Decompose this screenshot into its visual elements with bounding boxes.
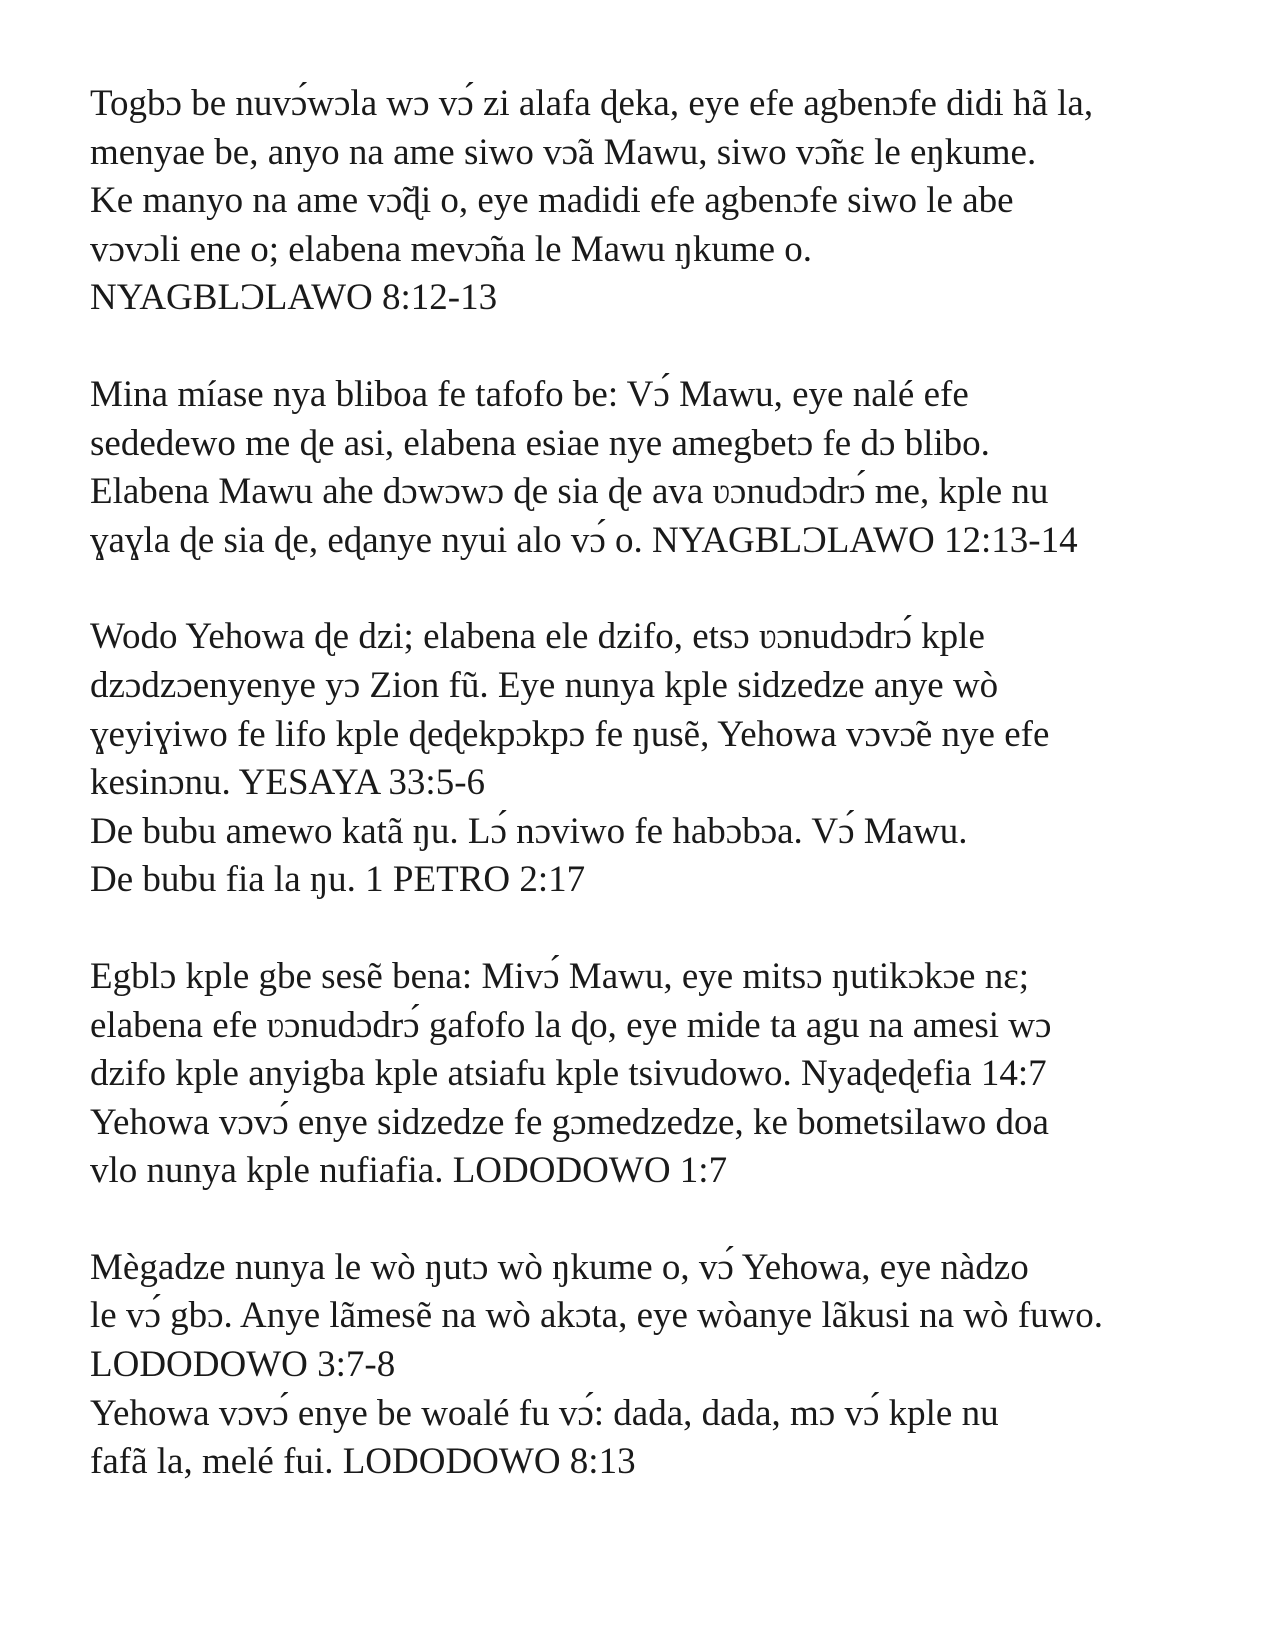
text-line: Mègadze nunya le wò ŋutɔ wò ŋkume o, vɔ́ Yehowa, eye nàdzo bbox=[90, 1246, 1029, 1288]
text-line: ɣaɣla ɖe sia ɖe, eɖanye nyui alo vɔ́ o. NYAGBLƆLAWO 12:13-14 bbox=[90, 519, 1078, 561]
text-line: kesinɔnu. YESAYA 33:5-6 bbox=[90, 762, 486, 804]
paragraph bbox=[90, 613, 1220, 905]
text-line: Elabena Mawu ahe dɔwɔwɔ ɖe sia ɖe ava ʋɔnudɔdrɔ́ me, kple nu bbox=[90, 471, 1049, 513]
text-line: fafã la, melé fui. LODODOWO 8:13 bbox=[90, 1441, 636, 1483]
paragraph bbox=[90, 1244, 1220, 1487]
text-line: sededewo me ɖe asi, elabena esiae nye amegbetɔ fe dɔ blibo. bbox=[90, 422, 990, 464]
text-line: Wodo Yehowa ɖe dzi; elabena ele dzifo, etsɔ ʋɔnudɔdrɔ́ kple bbox=[90, 616, 985, 658]
text-line: le vɔ́ gbɔ. Anye lãmesẽ na wò akɔta, eye wòanye lãkusi na wò fuwo. bbox=[90, 1295, 1104, 1337]
text-line: Yehowa vɔvɔ́ enye be woalé fu vɔ́: dada, dada, mɔ vɔ́ kple nu bbox=[90, 1392, 999, 1434]
document-page bbox=[90, 80, 1220, 1535]
paragraph bbox=[90, 80, 1220, 323]
text-line: Mina míase nya bliboa fe tafofo be: Vɔ́ Mawu, eye nalé efe bbox=[90, 373, 969, 415]
text-line: Togbɔ be nuvɔ́wɔla wɔ vɔ́ zi alafa ɖeka, eye efe agbenɔfe didi hã la, bbox=[90, 83, 1094, 124]
text-line: Ke manyo na ame vɔ̃ɖi o, eye madidi efe agbenɔfe siwo le abe bbox=[90, 180, 1014, 222]
paragraph bbox=[90, 953, 1220, 1196]
text-line: Egblɔ kple gbe sesẽ bena: Mivɔ́ Mawu, eye mitsɔ ŋutikɔkɔe nɛ; bbox=[90, 955, 1030, 997]
scripture-reference: NYAGBLƆLAWO 8:12-13 bbox=[90, 277, 498, 319]
text-line: elabena efe ʋɔnudɔdrɔ́ gafofo la ɖo, eye mide ta agu na amesi wɔ bbox=[90, 1004, 1052, 1046]
text-line: Yehowa vɔvɔ́ enye sidzedze fe gɔmedzedze, ke bometsilawo doa bbox=[90, 1101, 1049, 1143]
paragraph bbox=[90, 371, 1220, 565]
text-line: ɣeyiɣiwo fe lifo kple ɖeɖekpɔkpɔ fe ŋusẽ, Yehowa vɔvɔ̃e nye efe bbox=[90, 713, 1050, 755]
text-line: dzɔdzɔenyenye yɔ Zion fũ. Eye nunya kple sidzedze anye wò bbox=[90, 664, 999, 706]
text-line: vɔvɔli ene o; elabena mevɔ̃na le Mawu ŋkume o. bbox=[90, 228, 813, 270]
scripture-reference: LODODOWO 3:7-8 bbox=[90, 1344, 396, 1386]
text-line: vlo nunya kple nufiafia. LODODOWO 1:7 bbox=[90, 1150, 728, 1192]
text-line: De bubu fia la ŋu. 1 PETRO 2:17 bbox=[90, 859, 586, 901]
text-line: dzifo kple anyigba kple atsiafu kple tsivudowo. Nyaɖeɖefia 14:7 bbox=[90, 1053, 1047, 1095]
text-line: De bubu amewo katã ŋu. Lɔ́ nɔviwo fe habɔbɔa. Vɔ́ Mawu. bbox=[90, 810, 968, 852]
text-line: menyae be, anyo na ame siwo vɔ̃a Mawu, siwo vɔ̃nɛ le eŋkume. bbox=[90, 131, 1037, 173]
